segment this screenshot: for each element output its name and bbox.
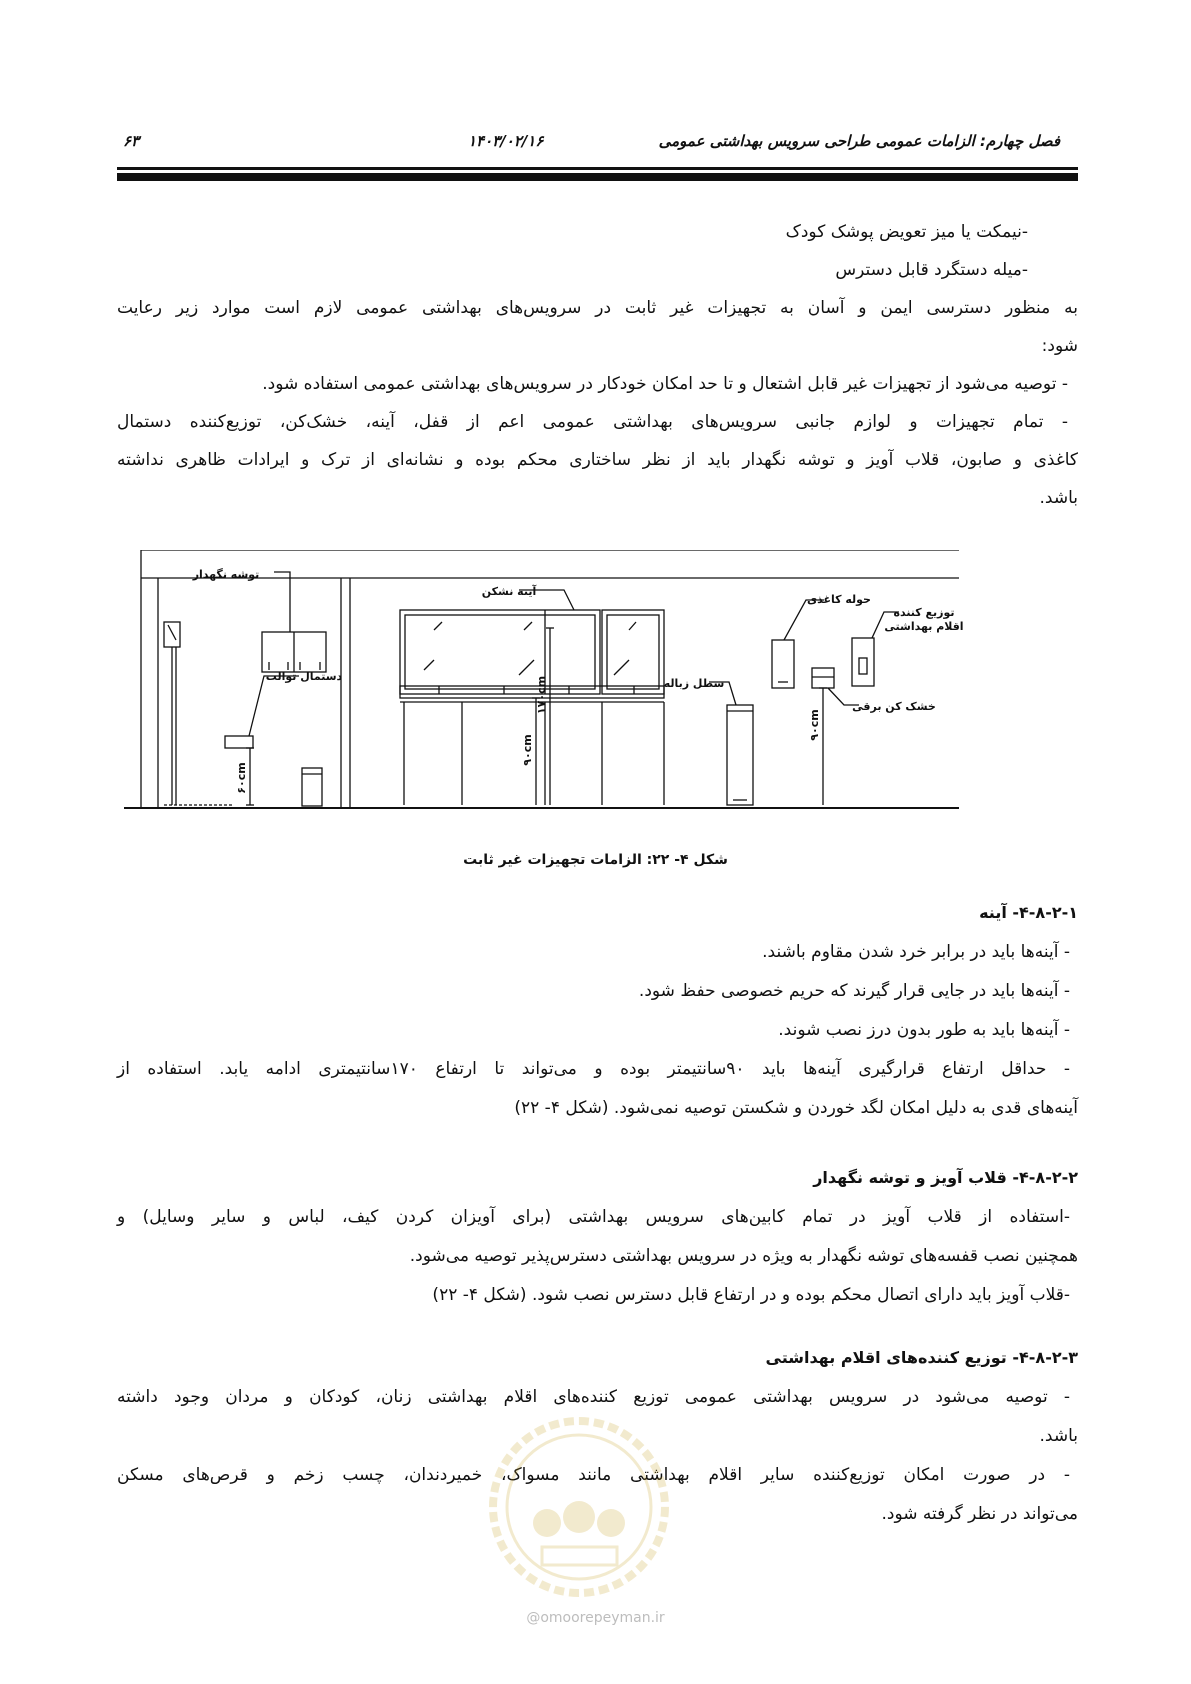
paragraph-line: شود: [1041, 336, 1078, 356]
label-toilet-paper: دستمال توالت [265, 670, 343, 683]
section-heading: ۴-۸-۲-۱- آینه [979, 903, 1078, 922]
seal-emblem [533, 1509, 561, 1537]
grab-pole-head [164, 622, 180, 647]
label-towel-holder: توشه نگهدار [192, 568, 260, 581]
paragraph-line: باشد. [1039, 1426, 1078, 1446]
toilet-paper-holder [225, 736, 253, 748]
watermark-handle: @omoorepeyman.ir [526, 1610, 665, 1626]
paragraph-line: کاغذی و صابون، قلاب آویز و توشه نگهدار باید از نظر ساختاری محکم بوده و نشانه‌ای از ترک و ایرادات ظاهری نداشته [117, 450, 1078, 470]
list-item: - آینه‌ها باید در برابر خرد شدن مقاوم باشند. [762, 942, 1070, 962]
paragraph-line: - توصیه می‌شود از تجهیزات غیر قابل اشتعال و تا حد امکان خودکار در سرویس‌های بهداشتی عمومی استفاده شود. [262, 374, 1068, 394]
list-item: -نیمکت یا میز تعویض پوشک کودک [785, 222, 1028, 242]
paragraph-line: - تمام تجهیزات و لوازم جانبی سرویس‌های بهداشتی عمومی اعم از قفل، آینه، خشک‌کن، توزیع‌کننده دستمال [117, 412, 1068, 432]
chapter-title: فصل چهارم: الزامات عمومی طراحی سرویس بهداشتی عمومی [658, 132, 1060, 150]
grab-pole-mark [168, 625, 176, 640]
paragraph-line: -استفاده از قلاب آویز در تمام کابین‌های سرویس بهداشتی (برای آویزان کردن کیف، لباس و سایر وسایل) و [117, 1207, 1070, 1227]
sanitary-dispenser [852, 638, 874, 686]
label-dispenser-line-1: توزیع کننده [893, 606, 955, 619]
label-dispenser-line-2: اقلام بهداشتی [884, 620, 964, 633]
paragraph-line: به منظور دسترسی ایمن و آسان به تجهیزات غیر ثابت در سرویس‌های بهداشتی عمومی لازم است موارد زیر رعایت [117, 298, 1078, 318]
paragraph-line: همچنین نصب قفسه‌های توشه نگهدار به ویژه در سرویس بهداشتی دسترس‌پذیر توصیه می‌شود. [409, 1246, 1078, 1266]
sanitary-dispenser-window [859, 658, 867, 674]
leader-towel-holder [274, 572, 290, 632]
seal-brick-row [542, 1547, 617, 1565]
label-mirror: آینه نشکن [481, 585, 537, 598]
paper-towel-dispenser [772, 640, 794, 688]
hand-dryer [812, 668, 834, 688]
paragraph-line: باشد. [1039, 488, 1078, 508]
header-date: ۱۴۰۳/۰۲/۱۶ [468, 132, 544, 150]
mirror-glint [424, 660, 434, 670]
mirror-glint [614, 660, 629, 675]
mirror-narrow [602, 610, 664, 694]
label-trash-bin: سطل زباله [663, 677, 725, 690]
dimension-mirror-label: ۱۷۰cm [535, 675, 548, 715]
label-paper-towel: حوله کاغذی [807, 593, 871, 606]
list-item: - آینه‌ها باید به طور بدون درز نصب شوند. [778, 1020, 1070, 1040]
paragraph-line: - حداقل ارتفاع قرارگیری آینه‌ها باید ۹۰سانتیمتر بوده و می‌تواند تا ارتفاع ۱۷۰سانتیمتری ادامه یابد. استفاده از [117, 1059, 1070, 1079]
leader-paper-towel [784, 600, 824, 640]
mirror-glint [519, 660, 534, 675]
seal-logo [487, 1415, 672, 1600]
equipment-elevation-drawing [124, 550, 1044, 840]
mirror-glint [524, 622, 532, 630]
list-item: -میله دستگرد قابل دسترس [835, 260, 1028, 280]
section-hook [117, 1158, 1078, 1315]
mirror-wide [400, 610, 600, 694]
paragraph-line: می‌تواند در نظر گرفته شود. [881, 1504, 1078, 1524]
mirror-wide-inner [405, 615, 595, 689]
seal-emblem [563, 1501, 595, 1533]
list-item: - آینه‌ها باید در جایی قرار گیرند که حریم خصوصی حفظ شود. [638, 981, 1070, 1001]
seal-emblem [597, 1509, 625, 1537]
intro-text [117, 213, 1078, 517]
paragraph-line: آینه‌های قدی به دلیل امکان لگد خوردن و شکستن توصیه نمی‌شود. (شکل ۴- ۲۲) [514, 1098, 1078, 1118]
leader-toilet-paper [249, 676, 299, 736]
dimension-right-label: ۹۰cm [808, 709, 821, 741]
trash-bin [727, 705, 753, 805]
paragraph-line: -قلاب آویز باید دارای اتصال محکم بوده و در ارتفاع قابل دسترس نصب شود. (شکل ۴- ۲۲) [432, 1285, 1070, 1305]
mirror-glint [629, 622, 636, 630]
page-header [0, 128, 1191, 158]
header-rule-thin [117, 167, 1078, 170]
section-heading: ۴-۸-۲-۳- توزیع کننده‌های اقلام بهداشتی [765, 1348, 1078, 1367]
mirror-glint [434, 622, 442, 630]
page-number: ۶۳ [123, 132, 140, 150]
paragraph-line: - توصیه می‌شود در سرویس بهداشتی عمومی توزیع کننده‌های اقلام بهداشتی زنان، کودکان و مردان وجود داشته [117, 1387, 1070, 1407]
dimension-left-label: ۶۰cm [235, 762, 248, 794]
paragraph-line: - در صورت امکان توزیع‌کننده سایر اقلام بهداشتی مانند مسواک، خمیردندان، چسب زخم و قرص‌های مسکن [117, 1465, 1070, 1485]
figure-caption: شکل ۴- ۲۲: الزامات تجهیزات غیر ثابت [463, 852, 728, 868]
header-rule-thick [117, 173, 1078, 181]
section-mirror [117, 893, 1078, 1128]
section-heading: ۴-۸-۲-۲- قلاب آویز و توشه نگهدار [813, 1168, 1078, 1187]
dimension-middle-label: ۹۰cm [521, 734, 534, 766]
label-hand-dryer: خشک کن برقی [852, 700, 936, 713]
